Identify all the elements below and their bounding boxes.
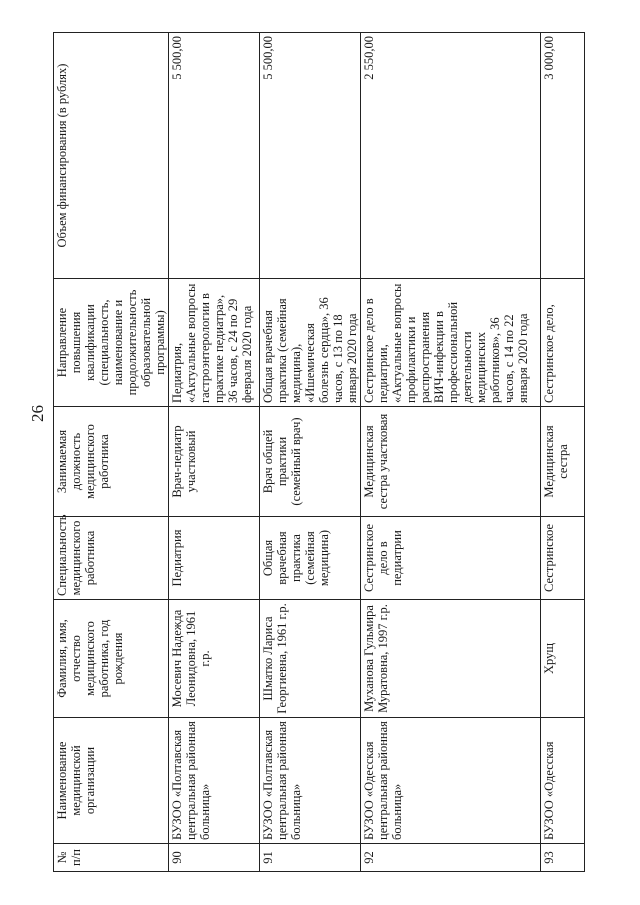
organization-cell: БУЗОО «Полтавская центральная районная больница» [260,718,361,844]
row-number: 91 [260,844,361,872]
header-cell: Специальность медицинского работника [54,517,169,600]
direction-cell: Общая врачебная практика (семейная медицина), «Ишемическая болезнь сердца», 36 часов, с 13 по 18 января 2020 года [260,279,361,407]
header-cell: Наименование медицинской организации [54,718,169,844]
table-row [169,33,260,872]
table-row [361,33,541,872]
header-cell: № п/п [54,844,169,872]
position-cell: Медицинская сестра [541,407,585,517]
position-cell: Медицинская сестра участковая [361,407,541,517]
header-cell: Направление повышения квалификации (специальность, наименование и продолжительность образовательной программы) [54,279,169,407]
row-number: 90 [169,844,260,872]
organization-cell: БУЗОО «Полтавская центральная районная больница» [169,718,260,844]
row-number: 93 [541,844,585,872]
qualification-table [53,32,585,872]
position-cell: Врач-педиатр участковый [169,407,260,517]
direction-cell: Сестринское дело в педиатрии, «Актуальные вопросы профилактики и распространения ВИЧ-инфекции в профессиональной деятельности медицинских работников», 36 часов, с 14 по 22 января 2020 года [361,279,541,407]
header-cell: Занимаемая должность медицинского работника [54,407,169,517]
table-row [260,33,361,872]
direction-cell: Сестринское дело, [541,279,585,407]
organization-cell: БУЗОО «Одесская центральная районная больница» [361,718,541,844]
funding-cell: 2 550,00 [361,33,541,279]
page-number: 26 [28,405,47,422]
specialty-cell: Общая врачебная практика (семейная медицина) [260,517,361,600]
position-cell: Врач общей практики (семейный врач) [260,407,361,517]
specialty-cell: Педиатрия [169,517,260,600]
specialty-cell: Сестринское [541,517,585,600]
header-cell: Объем финансирования (в рублях) [54,33,169,279]
specialty-cell: Сестринское дело в педиатрии [361,517,541,600]
funding-cell: 5 500,00 [260,33,361,279]
row-number: 92 [361,844,541,872]
name-cell: Хрущ [541,600,585,718]
name-cell: Муханова Гульмира Муратовна, 1997 г.р. [361,600,541,718]
table-header-row [54,33,169,872]
header-cell: Фамилия, имя, отчество медицинского работника, год рождения [54,600,169,718]
organization-cell: БУЗОО «Одесская [541,718,585,844]
rotated-table-container [53,32,573,872]
funding-cell: 5 500,00 [169,33,260,279]
direction-cell: Педиатрия, «Актуальные вопросы гастроэнтерологии в практике педиатра», 36 часов, с 24 по 29 февраля 2020 года [169,279,260,407]
name-cell: Мосевич Надежда Леонидовна, 1961 г.р. [169,600,260,718]
table-row [541,33,585,872]
funding-cell: 3 000,00 [541,33,585,279]
name-cell: Шматко Лариса Георгиевна, 1961 г.р. [260,600,361,718]
